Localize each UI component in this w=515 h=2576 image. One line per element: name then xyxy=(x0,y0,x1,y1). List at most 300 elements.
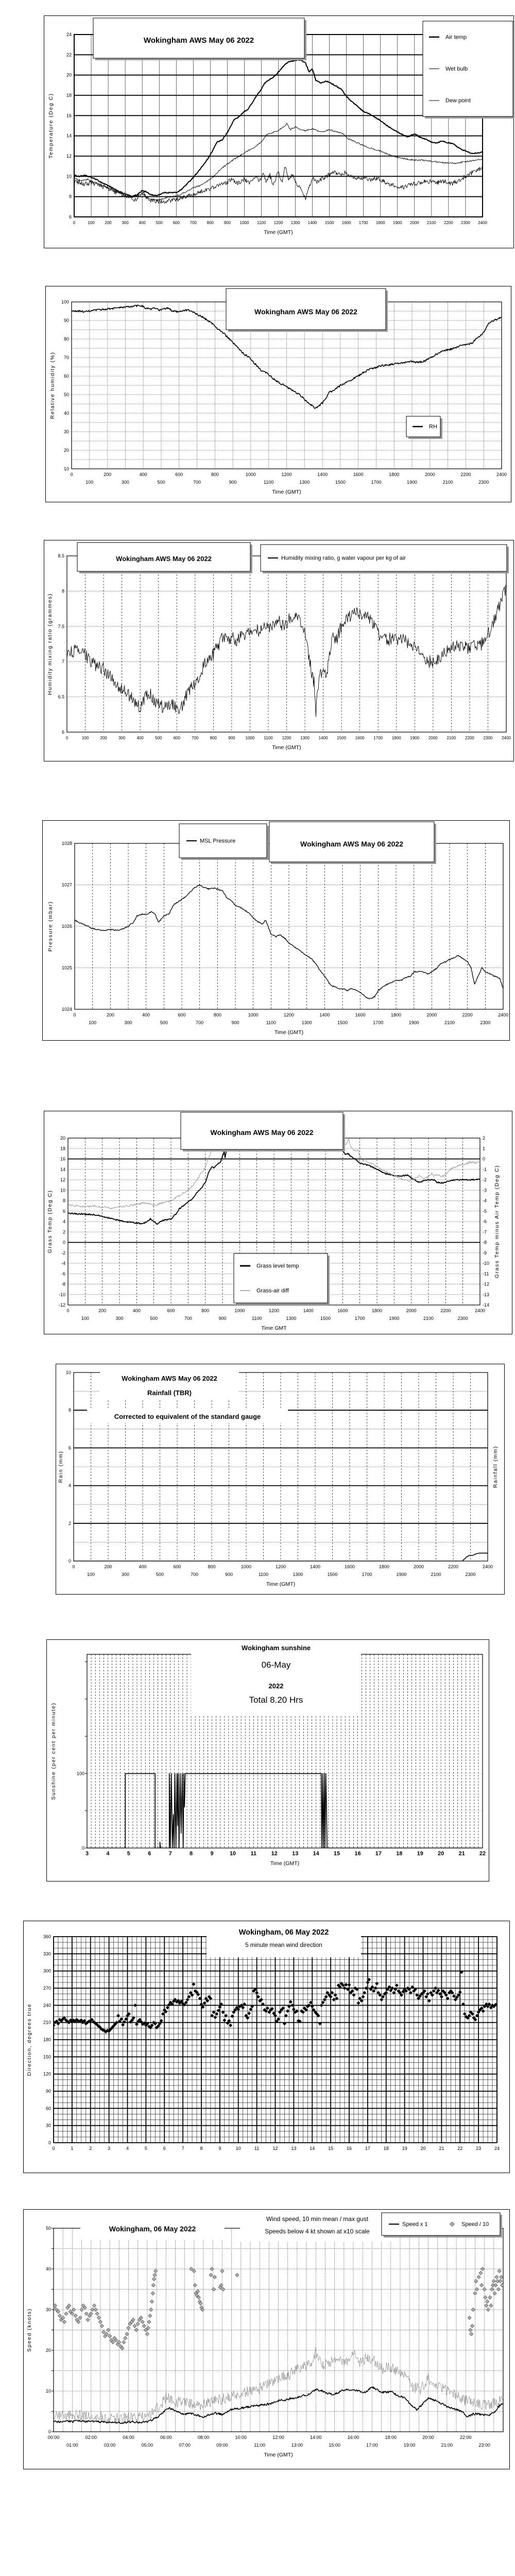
svg-text:8: 8 xyxy=(68,194,72,199)
svg-text:16: 16 xyxy=(66,113,72,118)
svg-text:1600: 1600 xyxy=(344,1564,355,1569)
svg-text:01:00: 01:00 xyxy=(66,2443,78,2448)
chart-sunshine-canvas xyxy=(47,1640,490,1882)
svg-text:2100: 2100 xyxy=(431,1572,441,1577)
svg-text:1800: 1800 xyxy=(375,221,385,225)
legend-pressure xyxy=(179,824,269,860)
svg-text:500: 500 xyxy=(155,736,162,740)
svg-text:2400: 2400 xyxy=(496,472,507,477)
svg-text:Temperature (Deg C): Temperature (Deg C) xyxy=(48,93,54,159)
svg-text:800: 800 xyxy=(207,221,214,225)
svg-text:Wokingham AWS May 06 2022: Wokingham AWS May 06 2022 xyxy=(210,1128,314,1137)
svg-text:1200: 1200 xyxy=(273,221,283,225)
svg-text:Time (GMT): Time (GMT) xyxy=(272,489,301,495)
svg-text:-4: -4 xyxy=(483,1198,487,1204)
chart-grass-temperature-canvas xyxy=(44,1111,513,1335)
svg-text:1900: 1900 xyxy=(410,736,420,740)
chart-humidity-mixing-ratio-canvas xyxy=(44,540,514,762)
svg-text:18: 18 xyxy=(383,2146,389,2151)
svg-text:700: 700 xyxy=(192,736,199,740)
svg-text:9: 9 xyxy=(218,2146,221,2151)
svg-text:10: 10 xyxy=(235,2146,241,2151)
svg-text:Direction, degrees true: Direction, degrees true xyxy=(26,2003,32,2076)
svg-text:Speed x 1: Speed x 1 xyxy=(402,2221,428,2228)
svg-text:Wind speed, 10 min mean / max: Wind speed, 10 min mean / max gust xyxy=(266,2215,369,2223)
svg-text:1600: 1600 xyxy=(337,1308,348,1313)
svg-text:1100: 1100 xyxy=(264,736,273,740)
svg-text:270: 270 xyxy=(43,1986,51,1991)
svg-text:2200: 2200 xyxy=(444,221,453,225)
svg-text:0: 0 xyxy=(48,2140,51,2145)
svg-text:40: 40 xyxy=(63,411,69,416)
svg-text:1700: 1700 xyxy=(373,736,383,740)
svg-text:Speed (knots): Speed (knots) xyxy=(26,2308,32,2352)
chart-rainfall-panel xyxy=(56,1364,505,1595)
title-box-temperature xyxy=(93,18,306,60)
svg-text:16: 16 xyxy=(60,1156,65,1162)
svg-text:2000: 2000 xyxy=(424,472,435,477)
svg-text:300: 300 xyxy=(43,1968,51,1974)
title-box-wind-speed xyxy=(80,2213,225,2241)
svg-text:1200: 1200 xyxy=(275,1564,286,1569)
svg-text:90: 90 xyxy=(63,318,69,323)
svg-text:0: 0 xyxy=(73,1012,76,1018)
svg-text:1600: 1600 xyxy=(355,1012,366,1018)
svg-text:13: 13 xyxy=(291,2146,297,2151)
svg-text:200: 200 xyxy=(104,472,112,477)
svg-text:400: 400 xyxy=(132,1308,141,1313)
svg-text:-12: -12 xyxy=(58,1302,65,1308)
svg-text:600: 600 xyxy=(167,1308,175,1313)
svg-text:1700: 1700 xyxy=(371,480,382,485)
svg-text:1000: 1000 xyxy=(241,1564,252,1569)
title-box-rainfall xyxy=(87,1410,288,1423)
svg-text:500: 500 xyxy=(157,480,165,485)
svg-text:800: 800 xyxy=(210,736,217,740)
svg-text:2300: 2300 xyxy=(478,480,489,485)
svg-text:15:00: 15:00 xyxy=(329,2443,340,2448)
svg-text:Wet bulb: Wet bulb xyxy=(445,66,468,72)
svg-text:500: 500 xyxy=(156,221,163,225)
svg-text:30: 30 xyxy=(45,2123,51,2128)
svg-text:Corrected to equivalent of the: Corrected to equivalent of the standard gauge xyxy=(114,1413,261,1420)
svg-text:13: 13 xyxy=(292,1851,299,1857)
svg-text:17: 17 xyxy=(375,1851,382,1857)
svg-text:1700: 1700 xyxy=(354,1316,365,1321)
chart-wind-direction-panel xyxy=(23,1921,510,2173)
legend-humidity-mixing-ratio xyxy=(261,545,509,573)
title-box-wind-speed xyxy=(240,2210,394,2242)
svg-text:12: 12 xyxy=(272,2146,278,2151)
svg-text:7: 7 xyxy=(181,2146,184,2151)
svg-text:Time (GMT): Time (GMT) xyxy=(270,1860,300,1867)
svg-text:18: 18 xyxy=(396,1851,403,1857)
svg-text:120: 120 xyxy=(43,2071,51,2077)
svg-text:1800: 1800 xyxy=(391,736,401,740)
svg-text:20: 20 xyxy=(60,1136,65,1141)
svg-text:12:00: 12:00 xyxy=(272,2435,284,2440)
svg-text:18: 18 xyxy=(66,93,72,98)
svg-text:1000: 1000 xyxy=(248,1012,259,1018)
svg-text:00:00: 00:00 xyxy=(47,2435,60,2440)
svg-text:700: 700 xyxy=(190,1572,199,1577)
svg-text:6: 6 xyxy=(62,1208,65,1214)
svg-text:12: 12 xyxy=(60,1177,65,1182)
svg-text:200: 200 xyxy=(104,1564,112,1569)
svg-text:13:00: 13:00 xyxy=(291,2443,303,2448)
svg-text:10: 10 xyxy=(60,1188,65,1193)
svg-text:Total 8.20 Hrs: Total 8.20 Hrs xyxy=(249,1695,303,1705)
svg-text:8: 8 xyxy=(68,1408,71,1413)
svg-text:06:00: 06:00 xyxy=(160,2435,172,2440)
svg-text:100: 100 xyxy=(88,221,95,225)
svg-text:1200: 1200 xyxy=(268,1308,280,1313)
svg-text:-12: -12 xyxy=(483,1281,490,1287)
svg-text:1500: 1500 xyxy=(337,736,347,740)
svg-text:40: 40 xyxy=(45,2266,51,2272)
svg-text:-6: -6 xyxy=(483,1219,487,1224)
svg-text:3: 3 xyxy=(85,1851,89,1857)
svg-text:Humidity mixing ratio, g water: Humidity mixing ratio, g water vapour per kg of air xyxy=(281,555,406,562)
svg-text:0: 0 xyxy=(66,1308,70,1313)
svg-text:8: 8 xyxy=(190,1851,193,1857)
svg-text:14: 14 xyxy=(313,1851,319,1857)
svg-text:30: 30 xyxy=(63,429,69,434)
svg-text:50: 50 xyxy=(63,392,69,397)
svg-text:1500: 1500 xyxy=(324,221,334,225)
series-rain xyxy=(74,1553,488,1561)
svg-text:900: 900 xyxy=(228,736,235,740)
svg-text:-10: -10 xyxy=(483,1261,490,1266)
chart-wind-speed-panel xyxy=(23,2209,510,2469)
chart-temperature-canvas xyxy=(44,16,514,249)
chart-temperature-panel xyxy=(44,15,514,248)
svg-text:1900: 1900 xyxy=(396,1572,407,1577)
svg-text:0: 0 xyxy=(73,221,76,225)
svg-text:2100: 2100 xyxy=(442,480,453,485)
title-box-rainfall xyxy=(100,1368,239,1400)
svg-text:1400: 1400 xyxy=(307,221,317,225)
svg-text:330: 330 xyxy=(43,1951,51,1957)
svg-text:-6: -6 xyxy=(61,1271,65,1277)
svg-text:Rainfall (mm): Rainfall (mm) xyxy=(492,1446,499,1488)
svg-text:1100: 1100 xyxy=(266,1020,277,1025)
svg-text:0: 0 xyxy=(72,1564,75,1569)
svg-text:Rain (mm): Rain (mm) xyxy=(58,1450,64,1483)
svg-text:-5: -5 xyxy=(483,1208,487,1214)
svg-text:1800: 1800 xyxy=(389,472,400,477)
svg-text:2300: 2300 xyxy=(461,221,470,225)
svg-text:0: 0 xyxy=(68,1558,71,1564)
svg-text:800: 800 xyxy=(213,1012,221,1018)
svg-text:04:00: 04:00 xyxy=(123,2435,134,2440)
svg-text:20: 20 xyxy=(45,2348,51,2353)
svg-text:500: 500 xyxy=(150,1316,158,1321)
svg-text:800: 800 xyxy=(208,1564,216,1569)
svg-text:Wokingham AWS May 06 2022: Wokingham AWS May 06 2022 xyxy=(122,1375,217,1382)
svg-text:22: 22 xyxy=(66,52,72,58)
title-box-relative-humidity xyxy=(226,289,388,332)
svg-text:RH: RH xyxy=(429,423,437,430)
svg-text:05:00: 05:00 xyxy=(141,2443,153,2448)
svg-text:3: 3 xyxy=(108,2146,111,2151)
svg-text:200: 200 xyxy=(105,221,112,225)
chart-relative-humidity-canvas xyxy=(46,286,512,503)
svg-text:400: 400 xyxy=(139,472,147,477)
svg-text:1025: 1025 xyxy=(61,965,72,971)
svg-text:24: 24 xyxy=(66,32,72,37)
svg-text:10: 10 xyxy=(229,1851,236,1857)
svg-text:240: 240 xyxy=(43,2003,51,2008)
svg-text:10: 10 xyxy=(65,1370,71,1375)
svg-text:1300: 1300 xyxy=(300,736,310,740)
svg-text:1000: 1000 xyxy=(245,736,255,740)
svg-text:700: 700 xyxy=(196,1020,204,1025)
svg-text:1500: 1500 xyxy=(327,1572,338,1577)
svg-text:0: 0 xyxy=(81,1845,84,1851)
chart-wind-speed-canvas xyxy=(24,2210,510,2470)
svg-text:1: 1 xyxy=(483,1146,486,1151)
svg-text:100: 100 xyxy=(85,480,94,485)
series-msl-pressure xyxy=(75,885,503,999)
svg-text:600: 600 xyxy=(173,736,180,740)
svg-text:300: 300 xyxy=(121,480,129,485)
svg-text:400: 400 xyxy=(139,221,146,225)
svg-text:1000: 1000 xyxy=(239,221,249,225)
svg-text:1300: 1300 xyxy=(299,480,310,485)
chart-rainfall-canvas xyxy=(56,1364,505,1595)
svg-text:12: 12 xyxy=(271,1851,278,1857)
svg-text:1400: 1400 xyxy=(303,1308,314,1313)
svg-text:8: 8 xyxy=(61,588,64,594)
svg-text:10: 10 xyxy=(66,174,72,179)
svg-text:1300: 1300 xyxy=(290,221,300,225)
svg-text:Wokingham sunshine: Wokingham sunshine xyxy=(241,1644,311,1652)
svg-text:400: 400 xyxy=(142,1012,150,1018)
svg-text:1800: 1800 xyxy=(371,1308,383,1313)
svg-text:Time (GMT): Time (GMT) xyxy=(274,1029,304,1036)
svg-text:1: 1 xyxy=(71,2146,74,2151)
svg-text:1600: 1600 xyxy=(341,221,351,225)
svg-text:Time (GMT): Time (GMT) xyxy=(272,744,301,751)
svg-text:21: 21 xyxy=(458,1851,465,1857)
svg-text:6: 6 xyxy=(148,1851,151,1857)
svg-text:1000: 1000 xyxy=(234,1308,245,1313)
svg-text:4: 4 xyxy=(126,2146,129,2151)
svg-text:Wokingham, 06 May 2022: Wokingham, 06 May 2022 xyxy=(109,2225,196,2233)
svg-text:200: 200 xyxy=(100,736,107,740)
svg-text:100: 100 xyxy=(61,299,69,304)
svg-text:08:00: 08:00 xyxy=(197,2435,210,2440)
svg-text:2000: 2000 xyxy=(426,1012,437,1018)
svg-text:7: 7 xyxy=(61,659,64,665)
svg-text:12: 12 xyxy=(66,154,72,159)
svg-text:6: 6 xyxy=(61,730,64,735)
svg-text:2100: 2100 xyxy=(426,221,436,225)
svg-text:4: 4 xyxy=(68,1483,71,1488)
svg-text:100: 100 xyxy=(89,1020,97,1025)
svg-text:09:00: 09:00 xyxy=(216,2443,228,2448)
svg-text:2300: 2300 xyxy=(457,1316,468,1321)
svg-text:11:00: 11:00 xyxy=(254,2443,266,2448)
svg-text:-7: -7 xyxy=(483,1229,487,1235)
svg-text:900: 900 xyxy=(224,221,231,225)
svg-text:02:00: 02:00 xyxy=(85,2435,97,2440)
svg-text:23: 23 xyxy=(476,2146,482,2151)
svg-text:180: 180 xyxy=(43,2037,51,2042)
svg-text:Grass Temp (Deg C): Grass Temp (Deg C) xyxy=(47,1190,53,1253)
svg-text:4: 4 xyxy=(62,1219,65,1224)
svg-text:Humidity mixing ratio (grammes: Humidity mixing ratio (grammes) xyxy=(47,593,53,695)
svg-text:0: 0 xyxy=(70,472,73,477)
title-box-humidity-mixing-ratio xyxy=(77,543,252,573)
svg-text:2400: 2400 xyxy=(478,221,487,225)
svg-text:1024: 1024 xyxy=(61,1007,72,1012)
svg-text:2400: 2400 xyxy=(502,736,511,740)
svg-text:210: 210 xyxy=(43,2020,51,2025)
svg-text:0: 0 xyxy=(48,2429,51,2434)
svg-text:150: 150 xyxy=(43,2054,51,2060)
svg-text:-9: -9 xyxy=(483,1250,487,1256)
svg-text:1026: 1026 xyxy=(61,924,72,929)
svg-text:600: 600 xyxy=(173,1564,181,1569)
svg-text:100: 100 xyxy=(81,1316,89,1321)
svg-text:17: 17 xyxy=(365,2146,370,2151)
svg-text:10:00: 10:00 xyxy=(235,2435,247,2440)
svg-text:5: 5 xyxy=(127,1851,130,1857)
svg-text:2: 2 xyxy=(68,1520,71,1526)
svg-text:-2: -2 xyxy=(483,1177,487,1182)
svg-text:300: 300 xyxy=(124,1020,132,1025)
chart-sunshine-panel xyxy=(46,1639,489,1882)
svg-text:06-May: 06-May xyxy=(261,1660,291,1670)
svg-text:Relative humidity (%): Relative humidity (%) xyxy=(49,351,56,419)
svg-text:90: 90 xyxy=(45,2089,51,2094)
svg-text:2200: 2200 xyxy=(460,472,471,477)
svg-text:1300: 1300 xyxy=(301,1020,312,1025)
svg-text:22:00: 22:00 xyxy=(459,2435,472,2440)
svg-text:-8: -8 xyxy=(61,1281,65,1287)
svg-text:600: 600 xyxy=(175,472,183,477)
svg-text:2000: 2000 xyxy=(428,736,438,740)
svg-text:Speeds below 4 kt shown at x10: Speeds below 4 kt shown at x10 scale xyxy=(265,2228,370,2235)
svg-text:400: 400 xyxy=(139,1564,147,1569)
svg-text:360: 360 xyxy=(43,1934,51,1939)
title-box-sunshine xyxy=(191,1640,361,1716)
svg-text:Wokingham, 06 May 2022: Wokingham, 06 May 2022 xyxy=(238,1928,329,1937)
svg-text:900: 900 xyxy=(218,1316,227,1321)
svg-text:Wokingham AWS May 06 2022: Wokingham AWS May 06 2022 xyxy=(143,36,254,45)
svg-text:Wokingham AWS May 06 2022: Wokingham AWS May 06 2022 xyxy=(300,840,403,848)
svg-text:300: 300 xyxy=(118,736,126,740)
svg-text:1000: 1000 xyxy=(245,472,256,477)
svg-text:6.5: 6.5 xyxy=(58,694,64,700)
svg-text:900: 900 xyxy=(229,480,237,485)
svg-text:1200: 1200 xyxy=(281,472,292,477)
svg-text:900: 900 xyxy=(231,1020,239,1025)
svg-text:-14: -14 xyxy=(483,1302,490,1308)
svg-text:80: 80 xyxy=(63,336,69,342)
chart-humidity-mixing-ratio-panel xyxy=(44,540,514,761)
legend-relative-humidity xyxy=(406,416,442,439)
svg-text:Air temp: Air temp xyxy=(445,34,467,41)
svg-text:20:00: 20:00 xyxy=(422,2435,434,2440)
svg-text:Grass level temp: Grass level temp xyxy=(256,1263,299,1269)
svg-text:1500: 1500 xyxy=(320,1316,331,1321)
svg-text:-4: -4 xyxy=(61,1261,65,1266)
svg-text:500: 500 xyxy=(156,1572,164,1577)
svg-text:2400: 2400 xyxy=(497,1012,509,1018)
svg-text:-3: -3 xyxy=(483,1188,487,1193)
svg-text:18: 18 xyxy=(60,1146,65,1151)
svg-text:1700: 1700 xyxy=(362,1572,372,1577)
svg-text:17:00: 17:00 xyxy=(366,2443,378,2448)
svg-text:Time GMT: Time GMT xyxy=(261,1325,287,1331)
svg-text:10: 10 xyxy=(63,466,69,471)
svg-text:19:00: 19:00 xyxy=(403,2443,416,2448)
svg-text:18:00: 18:00 xyxy=(385,2435,397,2440)
svg-text:1800: 1800 xyxy=(390,1012,402,1018)
svg-text:600: 600 xyxy=(178,1012,186,1018)
legend-temperature xyxy=(423,21,514,118)
svg-text:2300: 2300 xyxy=(483,736,493,740)
svg-text:Dew point: Dew point xyxy=(445,97,471,104)
legend-wind-speed xyxy=(382,2213,502,2238)
chart-pressure-canvas xyxy=(43,821,510,1041)
svg-text:1100: 1100 xyxy=(264,480,274,485)
svg-text:6: 6 xyxy=(163,2146,166,2151)
svg-text:Wokingham AWS May 06 2022: Wokingham AWS May 06 2022 xyxy=(254,308,357,316)
svg-text:60: 60 xyxy=(63,374,69,379)
svg-text:1500: 1500 xyxy=(337,1020,348,1025)
svg-text:1700: 1700 xyxy=(373,1020,384,1025)
svg-text:2022: 2022 xyxy=(268,1682,284,1690)
svg-text:14:00: 14:00 xyxy=(310,2435,322,2440)
svg-text:03:00: 03:00 xyxy=(104,2443,116,2448)
svg-text:20: 20 xyxy=(438,1851,444,1857)
svg-text:1200: 1200 xyxy=(282,736,291,740)
svg-text:300: 300 xyxy=(121,1572,130,1577)
svg-text:20: 20 xyxy=(66,72,72,78)
svg-text:5 minute mean wind direction: 5 minute mean wind direction xyxy=(245,1942,322,1948)
svg-text:0: 0 xyxy=(65,736,68,740)
svg-text:-1: -1 xyxy=(483,1166,487,1172)
svg-text:Sunshine (per cent per minute): Sunshine (per cent per minute) xyxy=(50,1702,57,1800)
title-box-wind-direction xyxy=(207,1921,361,1957)
svg-text:1100: 1100 xyxy=(256,221,266,225)
chart-grass-temperature-panel xyxy=(44,1111,512,1334)
series-speed-10 xyxy=(52,2267,504,2350)
svg-text:2400: 2400 xyxy=(482,1564,493,1569)
svg-text:400: 400 xyxy=(136,736,144,740)
svg-text:Wokingham AWS May 06 2022: Wokingham AWS May 06 2022 xyxy=(116,555,212,563)
svg-text:4: 4 xyxy=(106,1851,110,1857)
svg-text:0: 0 xyxy=(52,2146,55,2151)
svg-text:70: 70 xyxy=(63,355,69,360)
svg-text:2000: 2000 xyxy=(409,221,419,225)
svg-text:1900: 1900 xyxy=(408,1020,419,1025)
svg-text:200: 200 xyxy=(98,1308,107,1313)
svg-text:2000: 2000 xyxy=(406,1308,417,1313)
svg-text:2100: 2100 xyxy=(444,1020,455,1025)
svg-text:16:00: 16:00 xyxy=(347,2435,359,2440)
svg-text:1100: 1100 xyxy=(258,1572,269,1577)
svg-text:500: 500 xyxy=(160,1020,168,1025)
svg-text:21:00: 21:00 xyxy=(441,2443,453,2448)
svg-text:1600: 1600 xyxy=(353,472,364,477)
svg-text:6: 6 xyxy=(68,214,72,219)
svg-text:19: 19 xyxy=(417,1851,423,1857)
